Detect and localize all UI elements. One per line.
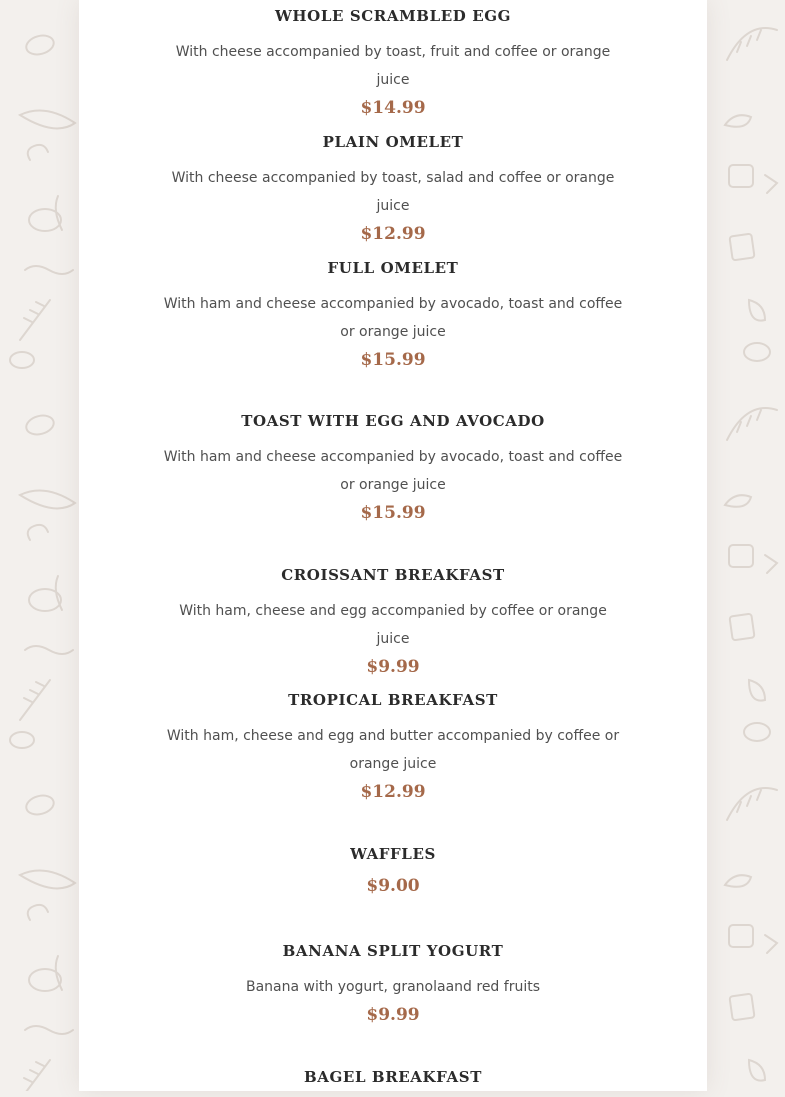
background-pattern-right [707,0,785,1091]
menu-item-name: TROPICAL BREAKFAST [288,691,498,709]
menu-item-price: $9.99 [366,657,420,677]
menu-item-waffles [79,844,707,898]
menu-item-whole-scrambled-egg [79,6,707,120]
menu-item-plain-omelet [79,132,707,246]
menu-item-price: $12.99 [360,782,426,802]
menu-item-description: With ham and cheese accompanied by avocado, toast and coffee or orange juice [163,296,623,340]
menu-item-croissant-breakfast [79,565,707,679]
menu-item-price: $15.99 [360,350,426,370]
menu-item-banana-split-yogurt [79,941,707,1027]
menu-item-name: TOAST WITH EGG AND AVOCADO [241,412,545,430]
menu-item-description: With cheese accompanied by toast, salad and coffee or orange juice [171,170,615,214]
menu-item-bagel-breakfast [79,1067,707,1097]
menu-item-price: $9.00 [366,876,420,896]
menu-item-name: CROISSANT BREAKFAST [281,566,505,584]
menu-item-name: FULL OMELET [327,259,459,277]
menu-item-full-omelet [79,258,707,372]
menu-item-description: Banana with yogurt, granolaand red fruits [246,979,540,995]
breakfast-menu-panel [79,0,707,1091]
menu-item-description: With cheese accompanied by toast, fruit and coffee or orange juice [175,44,611,88]
menu-item-toast-with-egg-and-avocado [79,411,707,525]
menu-item-name: WAFFLES [350,845,436,863]
menu-item-price: $12.99 [360,224,426,244]
menu-item-tropical-breakfast [79,690,707,804]
menu-item-price: $15.99 [360,503,426,523]
background-pattern-left [0,0,79,1091]
menu-item-name: BAGEL BREAKFAST [304,1068,482,1086]
menu-item-description: With ham and cheese accompanied by avocado, toast and coffee or orange juice [163,449,623,493]
menu-item-price: $9.99 [366,1005,420,1025]
menu-item-name: PLAIN OMELET [322,133,464,151]
menu-item-name: WHOLE SCRAMBLED EGG [274,7,512,25]
menu-item-description: With ham, cheese and egg and butter accompanied by coffee or orange juice [166,728,620,772]
menu-item-name: BANANA SPLIT YOGURT [282,942,504,960]
menu-item-price: $14.99 [360,98,426,118]
menu-item-description: With ham, cheese and egg accompanied by coffee or orange juice [179,603,607,647]
